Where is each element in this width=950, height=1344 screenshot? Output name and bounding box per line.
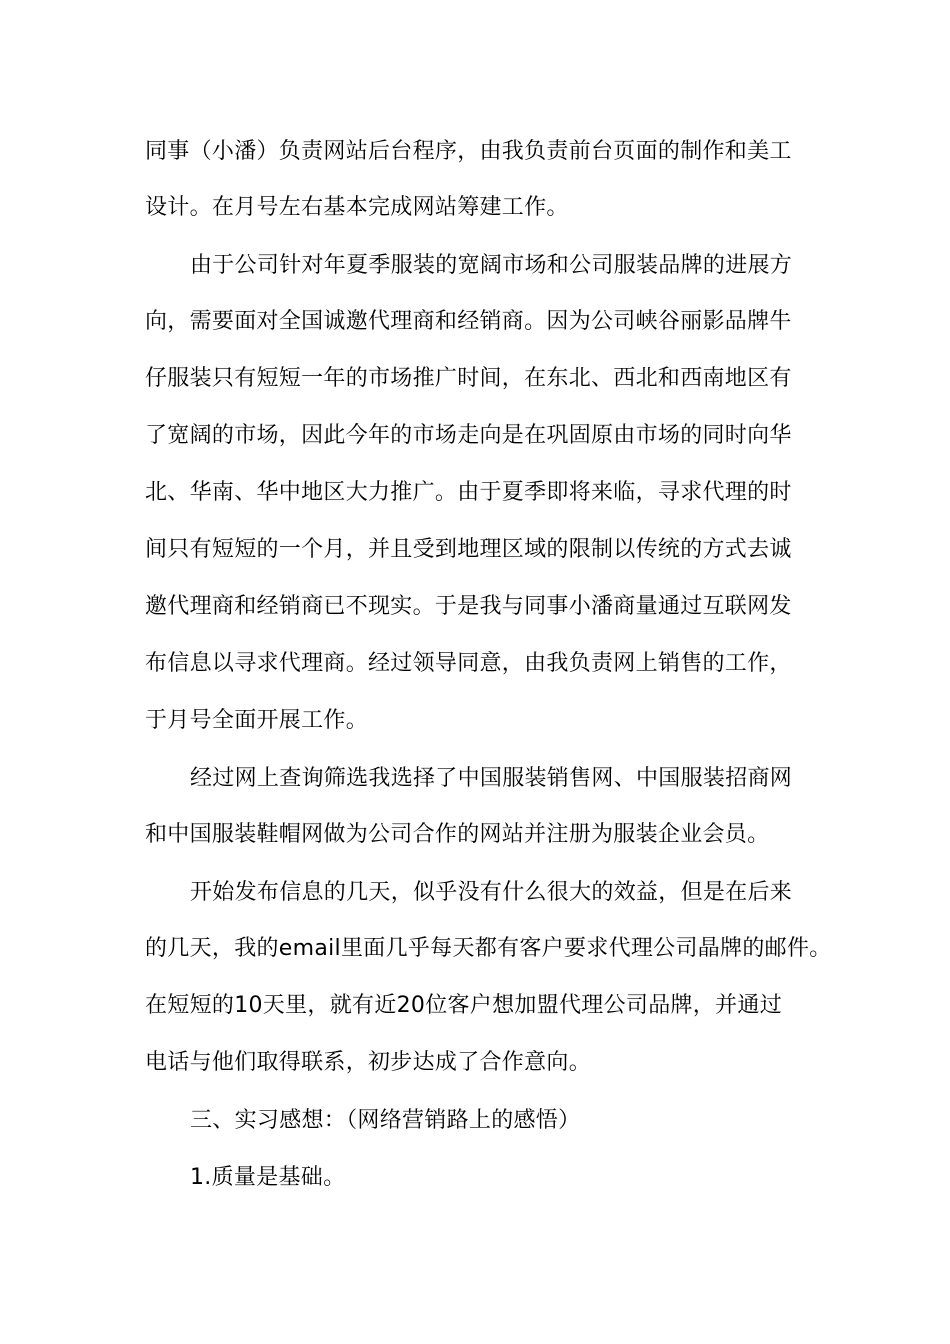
section-heading: 三、实习感想：（网络营销路上的感悟） [190,1108,581,1133]
paragraph-line: 开始发布信息的几天，似乎没有什么很大的效益，但是在后来 [190,880,793,905]
subsection-heading: 1.质量是基础。 [190,1165,346,1190]
paragraph-line: 了宽阔的市场，因此今年的市场走向是在巩固原由市场的同时向华 [145,423,792,448]
paragraph-line: 同事（小潘）负责网站后台程序，由我负责前台页面的制作和美工 [145,139,792,164]
paragraph-line: 间只有短短的一个月，并且受到地理区域的限制以传统的方式去诚 [145,537,792,562]
paragraph-line: 布信息以寻求代理商。经过领导同意，由我负责网上销售的工作， [145,651,792,676]
paragraph-line: 邀代理商和经销商已不现实。于是我与同事小潘商量通过互联网发 [145,594,792,619]
paragraph-line: 由于公司针对年夏季服装的宽阔市场和公司服装品牌的进展方 [190,253,793,278]
paragraph-line: 和中国服装鞋帽网做为公司合作的网站并注册为服装企业会员。 [145,822,770,847]
paragraph-line: 仔服装只有短短一年的市场推广时间，在东北、西北和西南地区有 [145,366,792,391]
paragraph-line: 的几天，我的email里面几乎每天都有客户要求代理公司晶牌的邮件。 [145,936,832,961]
paragraph-line: 设计。在月号左右基本完成网站筹建工作。 [145,195,569,220]
paragraph-line: 经过网上查询筛选我选择了中国服装销售网、中国服装招商网 [190,766,793,791]
paragraph-line: 在短短的10天里，就有近20位客户想加盟代理公司品牌，并通过 [145,993,782,1018]
paragraph-line: 向，需要面对全国诚邀代理商和经销商。因为公司峡谷丽影品牌牛 [145,309,792,334]
paragraph-line: 电话与他们取得联系，初步达成了合作意向。 [145,1050,592,1075]
paragraph-line: 北、华南、华中地区大力推广。由于夏季即将来临，寻求代理的时 [145,480,792,505]
paragraph-line: 于月号全面开展工作。 [145,708,369,733]
